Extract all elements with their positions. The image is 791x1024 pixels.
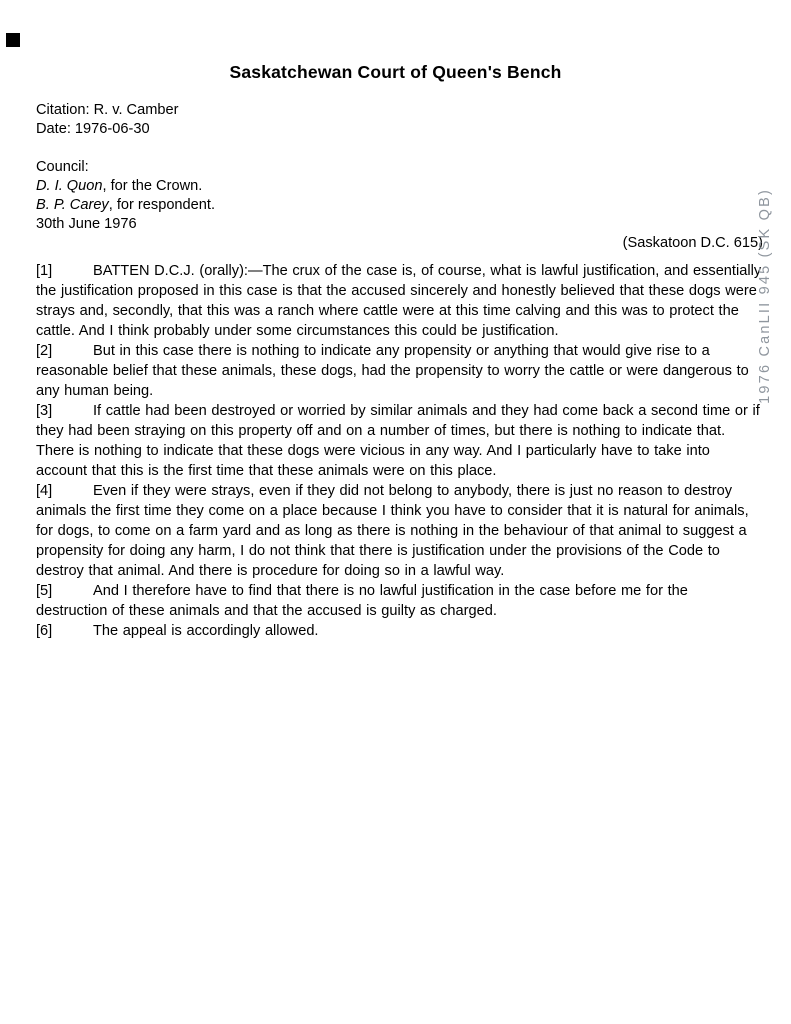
paragraph-number: [4]: [36, 483, 53, 499]
paragraph-number: [1]: [36, 263, 53, 279]
paragraph-number: [2]: [36, 343, 53, 359]
canlii-watermark: 1976 CanLII 945 (SK QB): [757, 188, 773, 404]
council-label: Council:: [36, 159, 89, 175]
paragraph-text: And I therefore have to find that there is no lawful justification in the case before me for the destruction of these animals and that the accused is guilty as charged.: [36, 583, 688, 619]
paragraph-number: [3]: [36, 403, 53, 419]
court-reference: (Saskatoon D.C. 615): [622, 235, 763, 251]
judgment-paragraph: [36, 581, 763, 621]
date-line: Date: 1976-06-30: [36, 121, 150, 137]
paragraph-text: But in this case there is nothing to indicate any propensity or anything that would give rise to a reasonable belief that these animals, these dogs, had the propensity to worry the cattle or were dangerous to any human being.: [36, 343, 749, 399]
council-block: [36, 158, 763, 215]
citation-line: Citation: R. v. Camber: [36, 102, 179, 118]
hearing-date: 30th June 1976: [36, 216, 137, 232]
council-entry-role: , for the Crown.: [102, 178, 203, 194]
judgment-paragraph: [36, 341, 763, 401]
paragraph-text: BATTEN D.C.J. (orally):—The crux of the case is, of course, what is lawful justification, and essentially the justification proposed in this case is that the accused sincerely and honestly believed that these dogs were strays and, secondly, that this was a ranch where cattle were at this time calving and this was to protect the cattle. And I think probably under some circumstances this could be justification.: [36, 263, 762, 339]
council-entry-name: D. I. Quon: [36, 178, 103, 194]
document-body: [36, 101, 763, 641]
paragraph-text: If cattle had been destroyed or worried by similar animals and they had come back a second time or if they had been straying on this property off and on a number of times, but there is nothing to indicate that. There is nothing to indicate that these dogs were vicious in any way. And I particularly have to take into account that this is the first time that these animals were on this place.: [36, 403, 760, 479]
paragraph-number: [5]: [36, 583, 53, 599]
judgment-paragraph: [36, 401, 763, 481]
paragraph-number: [6]: [36, 623, 53, 639]
paragraph-text: The appeal is accordingly allowed.: [93, 623, 319, 639]
judgment-paragraph: [36, 481, 763, 581]
council-entry: [36, 177, 763, 196]
paragraph-text: Even if they were strays, even if they did not belong to anybody, there is just no reason to destroy animals the first time they come on a place because I think you have to consider that it is natural for animals, for dogs, to come on a farm yard and as long as there is nothing in the behaviour of that animal to suggest a propensity for doing any harm, I do not think that there is justification under the provisions of the Code to destroy that animal. And there is procedure for doing so in a lawful way.: [36, 483, 749, 579]
scan-artifact-square: [6, 33, 20, 47]
judgment-paragraph: [36, 261, 763, 341]
page-title: Saskatchewan Court of Queen's Bench: [229, 62, 562, 82]
judgment-paragraph: [36, 621, 763, 641]
council-entry: [36, 196, 763, 215]
council-entry-role: , for respondent.: [108, 197, 216, 213]
council-entry-name: B. P. Carey: [36, 197, 109, 213]
